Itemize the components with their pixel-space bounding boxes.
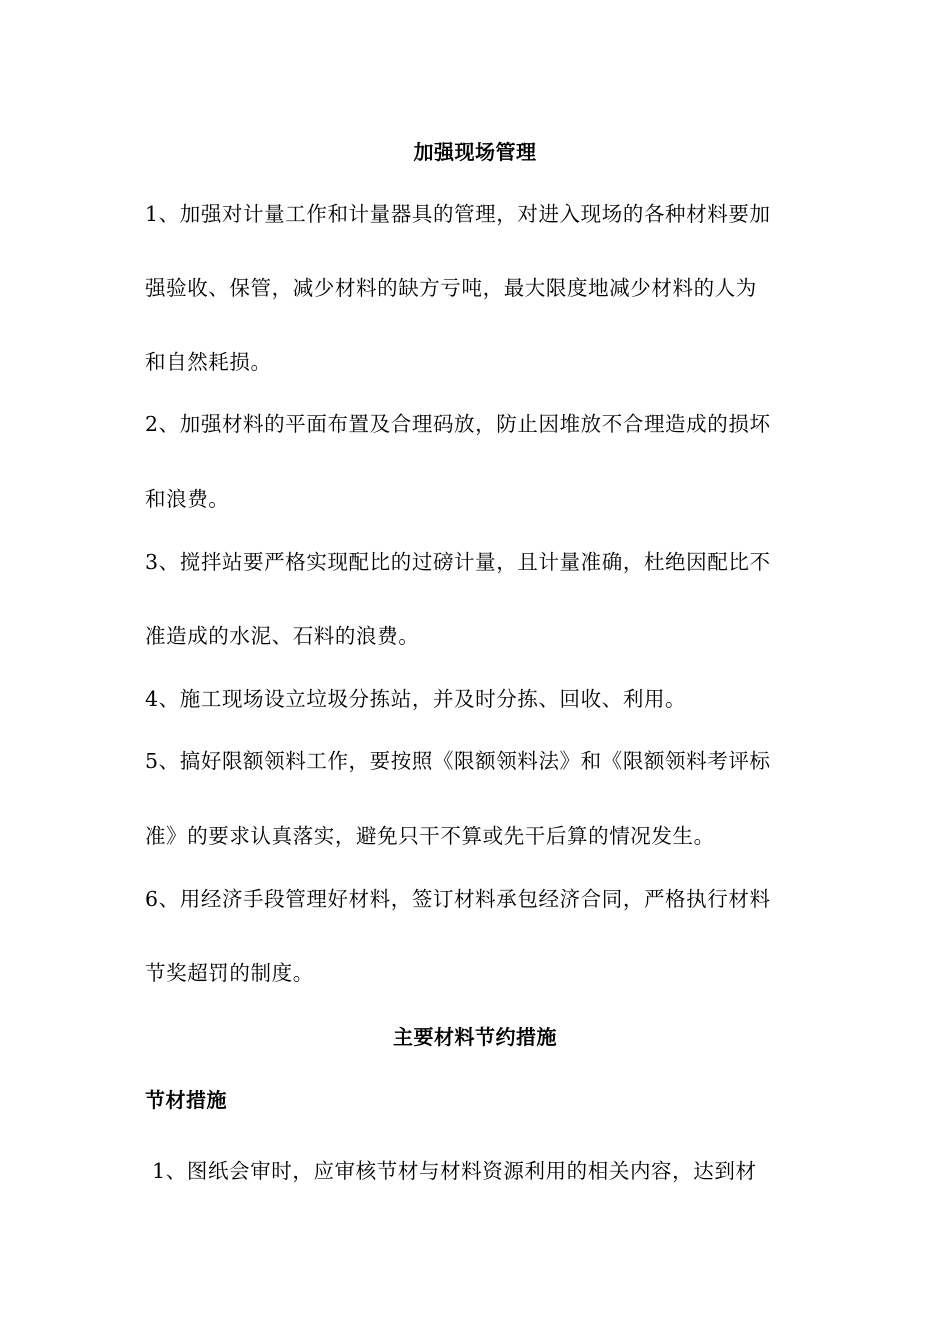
section-title: 加强现场管理 <box>413 140 537 164</box>
item-2-line-1: 2、加强材料的平面布置及合理码放，防止因堆放不合理造成的损坏 <box>145 412 771 436</box>
item-5-line-2: 准》的要求认真落实，避免只干不算或先干后算的情况发生。 <box>145 824 715 848</box>
item-1-line-1: 1、加强对计量工作和计量器具的管理，对进入现场的各种材料要加 <box>145 202 771 226</box>
item-1-line-2: 强验收、保管，减少材料的缺方亏吨，最大限度地减少材料的人为 <box>145 276 757 300</box>
item-5-line-1: 5、搞好限额领料工作，要按照《限额领料法》和《限额领料考评标 <box>145 749 771 773</box>
item-6-line-1: 6、用经济手段管理好材料，签订材料承包经济合同，严格执行材料 <box>145 887 771 911</box>
item-1-line-3: 和自然耗损。 <box>145 350 272 374</box>
section-title-2: 主要材料节约措施 <box>393 1025 557 1049</box>
item-3-line-1: 3、搅拌站要严格实现配比的过磅计量，且计量准确，杜绝因配比不 <box>145 550 771 574</box>
item-3-line-2: 准造成的水泥、石料的浪费。 <box>145 624 420 648</box>
item-6-line-2: 节奖超罚的制度。 <box>145 961 314 985</box>
item-4-line-1: 4、施工现场设立垃圾分拣站，并及时分拣、回收、利用。 <box>145 687 687 711</box>
subsection-item-1-line-1: 1、图纸会审时，应审核节材与材料资源利用的相关内容，达到材 <box>145 1159 757 1183</box>
subsection-title: 节材措施 <box>145 1088 227 1112</box>
item-2-line-2: 和浪费。 <box>145 487 230 511</box>
